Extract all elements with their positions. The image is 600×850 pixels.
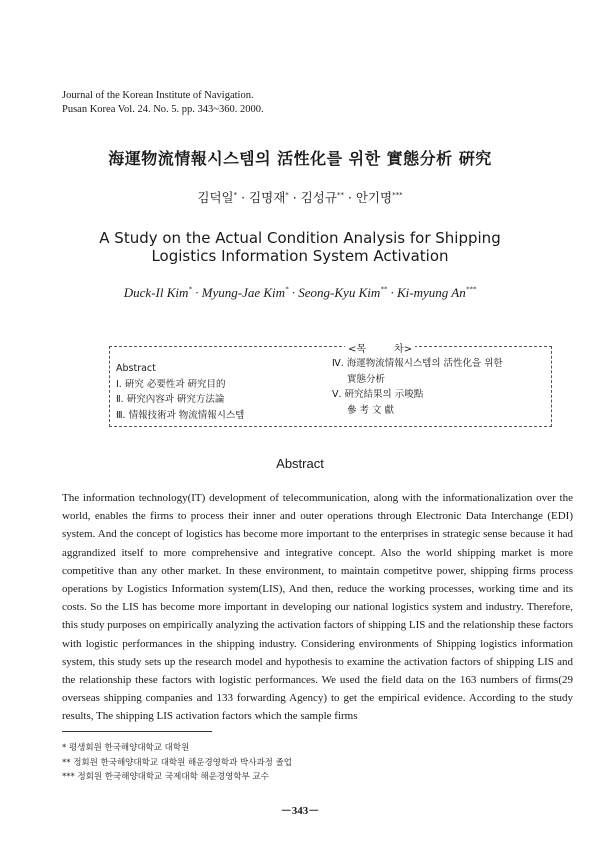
author-name: 김명재 <box>249 190 286 205</box>
toc-item: Ⅳ. 海運物流情報시스템의 活性化을 위한 <box>332 358 503 369</box>
footnote: * 평생회원 한국해양대학교 대학원 <box>62 743 190 753</box>
toc-heading: <목 차> <box>345 340 415 355</box>
toc-item: 實態分析 <box>347 373 386 385</box>
english-authors: Duck-Il Kim* · Myung-Jae Kim* · Seong-Kyu Kim** · Ki-myung An*** <box>123 285 477 300</box>
korean-title: 海運物流情報시스템의 活性化를 위한 實態分析 硏究 <box>108 149 492 168</box>
footnote-divider <box>62 731 212 732</box>
toc-right-column <box>332 356 546 418</box>
page-number: －343－ <box>280 805 320 817</box>
abstract-heading: Abstract <box>276 456 324 471</box>
toc-item: Ⅴ. 硏究結果의 示唆點 <box>332 389 424 400</box>
footnote: *** 정회원 한국해양대학교 국제대학 해운경영학부 교수 <box>62 772 269 782</box>
toc-item: 參 考 文 獻 <box>347 404 395 416</box>
toc-left-column <box>116 361 244 423</box>
author-name: Seong-Kyu Kim <box>298 285 381 300</box>
author-name: 김덕일 <box>197 190 234 205</box>
author-name: Myung-Jae Kim <box>201 285 286 300</box>
toc-item: Abstract <box>116 363 156 374</box>
author-name: 안기명 <box>355 190 393 205</box>
table-of-contents <box>109 346 552 427</box>
journal-citation <box>62 89 264 117</box>
journal-line-2: Pusan Korea Vol. 24. No. 5. pp. 343~360. 2000. <box>62 104 264 115</box>
journal-line-1: Journal of the Korean Institute of Navigation. <box>62 90 254 101</box>
toc-item: Ⅰ. 硏究 必要性과 硏究目的 <box>116 378 226 390</box>
toc-item: Ⅱ. 硏究內容과 硏究方法論 <box>116 394 225 405</box>
footnote: ** 정회원 한국해양대학교 대학원 해운경영학과 박사과정 졸업 <box>62 757 292 768</box>
korean-authors: 김덕일* · 김명재* · 김성규** · 안기명*** <box>197 190 403 205</box>
abstract-body: The information technology(IT) development of telecommunication, along with the informationalization over the world, enables the firms to process their inner and outer operations through Electronic Data Interchange (EDI) system. And the concept of logistics has become more important to the enterprises in strategic sense because it had aggrandized itself to more comprehensive and integrative concept. Also the world shipping market is more competitive than any other market. In these environment, to maintain competitve power, shipping firms process operations by Logistics Information system(LIS), And then, reduce the working processes, working time and its costs. So the LIS has become more important in developing our national logistics system and industry. Therefore, this study purposes on empirically analyzing the activation factors of shipping LIS and the relationship these factors with logistic performances in the shipping industry. Considering environments of Shipping logistics information system, this study sets up the research model and hypothesis to examine the activation factors of shipping LIS and the relationship these factors with logistic performances. We used the field data on the 163 numbers of firms(29 overseas shipping companies and 133 forwarding Agency) to get the empirical evidence. According to the study results, The shipping LIS activation factors which the sample firms <box>62 492 573 723</box>
toc-item: Ⅲ. 情報技術과 物流情報시스템 <box>116 409 245 421</box>
english-title: A Study on the Actual Condition Analysis for Shipping Logistics Information System Activation <box>99 229 501 265</box>
author-name: Duck-Il Kim <box>123 285 189 300</box>
author-name: Ki-myung An <box>397 285 466 300</box>
footnotes <box>62 741 292 785</box>
author-name: 김성규 <box>300 190 337 205</box>
